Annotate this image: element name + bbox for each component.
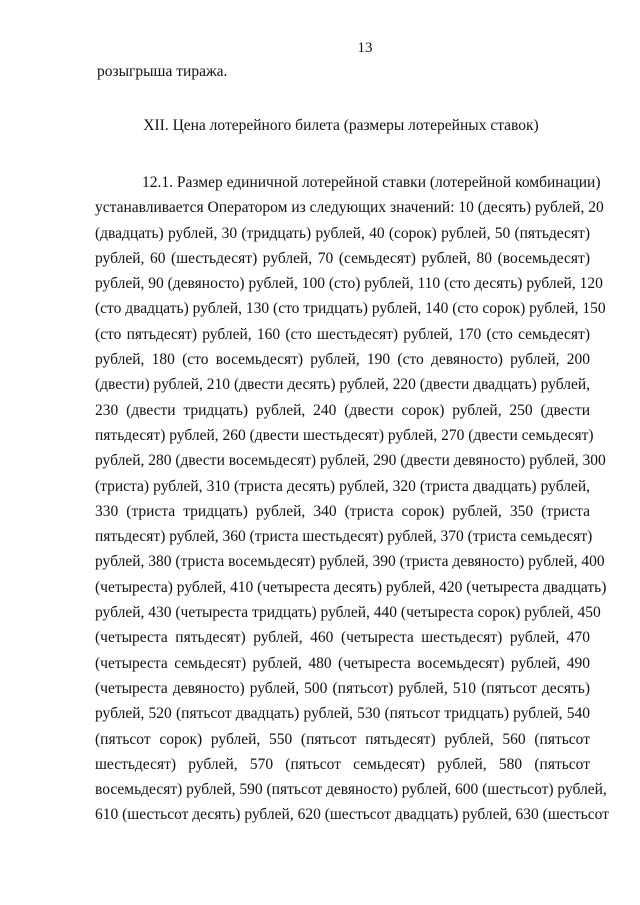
paragraph-line: пятьдесят) рублей, 360 (триста шестьдесят) рублей, 370 (триста семьдесят) — [95, 528, 593, 546]
paragraph-line: (двести) рублей, 210 (двести десять) рублей, 220 (двести двадцать) рублей, — [95, 376, 590, 394]
paragraph-line: рублей, 380 (триста восемьдесят) рублей, 390 (триста девяносто) рублей, 400 — [95, 553, 605, 571]
paragraph-line: рублей, 90 (девяносто) рублей, 100 (сто) рублей, 110 (сто десять) рублей, 120 — [95, 275, 603, 293]
paragraph-line: рублей, 520 (пятьсот двадцать) рублей, 530 (пятьсот тридцать) рублей, 540 — [95, 705, 590, 723]
paragraph-line: рублей, 180 (сто восемьдесят) рублей, 190 (сто девяносто) рублей, 200 — [95, 351, 590, 369]
paragraph-line: (сто двадцать) рублей, 130 (сто тридцать) рублей, 140 (сто сорок) рублей, 150 — [95, 300, 606, 318]
paragraph-line: 230 (двести тридцать) рублей, 240 (двести сорок) рублей, 250 (двести — [95, 401, 590, 419]
paragraph-line: (четыреста пятьдесят) рублей, 460 (четыреста шестьдесят) рублей, 470 — [95, 629, 590, 647]
paragraph-line: (четыреста) рублей, 410 (четыреста десять) рублей, 420 (четыреста двадцать) — [95, 578, 607, 596]
continuation-text: розыгрыша тиража. — [97, 63, 228, 80]
paragraph-line: пятьдесят) рублей, 260 (двести шестьдесят) рублей, 270 (двести семьдесят) — [95, 426, 594, 444]
paragraph-line: восемьдесят) рублей, 590 (пятьсот девяносто) рублей, 600 (шестьсот) рублей, — [95, 781, 607, 799]
paragraph-line: 12.1. Размер единичной лотерейной ставки (лотерейной комбинации) — [142, 174, 601, 191]
paragraph-line: (двадцать) рублей, 30 (тридцать) рублей, 40 (сорок) рублей, 50 (пятьдесят) — [95, 224, 590, 242]
paragraph-line: 610 (шестьсот десять) рублей, 620 (шестьсот двадцать) рублей, 630 (шестьсот — [95, 806, 609, 824]
paragraph-line: (четыреста девяносто) рублей, 500 (пятьсот) рублей, 510 (пятьсот десять) — [95, 679, 590, 697]
paragraph-line: (триста) рублей, 310 (триста десять) рублей, 320 (триста двадцать) рублей, — [95, 477, 590, 495]
paragraph-line: шестьдесят) рублей, 570 (пятьсот семьдесят) рублей, 580 (пятьсот — [95, 755, 590, 773]
paragraph-line: (четыреста семьдесят) рублей, 480 (четыреста восемьдесят) рублей, 490 — [95, 654, 590, 672]
page-number: 13 — [357, 40, 373, 56]
paragraph-line: рублей, 60 (шестьдесят) рублей, 70 (семьдесят) рублей, 80 (восемьдесят) — [95, 249, 590, 267]
paragraph-line: (пятьсот сорок) рублей, 550 (пятьсот пятьдесят) рублей, 560 (пятьсот — [95, 730, 590, 748]
paragraph-line: устанавливается Оператором из следующих значений: 10 (десять) рублей, 20 — [95, 199, 604, 217]
paragraph-line: рублей, 280 (двести восемьдесят) рублей, 290 (двести девяносто) рублей, 300 — [95, 452, 606, 470]
paragraph-line: рублей, 430 (четыреста тридцать) рублей, 440 (четыреста сорок) рублей, 450 — [95, 604, 601, 622]
section-heading: XII. Цена лотерейного билета (размеры лотерейных ставок) — [143, 117, 539, 134]
paragraph-12-1 — [95, 170, 609, 828]
paragraph-line: (сто пятьдесят) рублей, 160 (сто шестьдесят) рублей, 170 (сто семьдесят) — [95, 325, 590, 343]
paragraph-line: 330 (триста тридцать) рублей, 340 (триста сорок) рублей, 350 (триста — [95, 502, 590, 520]
